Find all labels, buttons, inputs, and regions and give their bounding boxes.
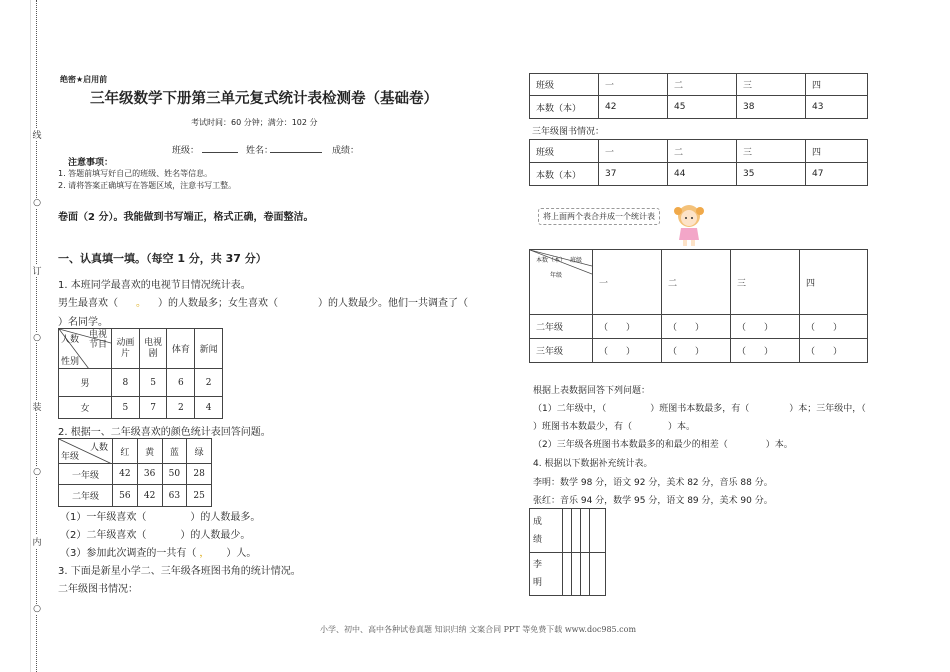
- table-row: 二年级 56 42 63 25: [59, 485, 212, 507]
- q1-text: 1. 本班同学最喜欢的电视节目情况统计表。: [58, 280, 251, 291]
- header-cell: 三: [731, 250, 800, 315]
- blank-cell[interactable]: [590, 553, 606, 596]
- binding-char: ○: [31, 467, 43, 477]
- binding-char: ○: [31, 604, 43, 614]
- table-corner-cell: [530, 250, 593, 315]
- corner-bot-label: 年级: [550, 272, 563, 279]
- exam-info: 考试时间：60 分钟；满分：102 分: [191, 118, 318, 127]
- speech-bubble: 将上面两个表合并成一个统计表: [538, 208, 660, 225]
- section-heading: 一、认真填一填。（每空 1 分，共 37 分）: [58, 252, 267, 265]
- q3-questions-intro: 根据上表数据回答下列问题：: [533, 386, 651, 396]
- blank-cell[interactable]: [572, 553, 581, 596]
- secret-label: 绝密★启用前: [60, 75, 108, 84]
- blank-cell[interactable]: [581, 509, 590, 553]
- table-row: [530, 509, 606, 553]
- corner-mid-label: 人数: [61, 335, 80, 345]
- header-cell: 班级: [530, 140, 599, 163]
- blank-cell[interactable]: （ ）: [731, 315, 800, 339]
- class-field[interactable]: [202, 152, 238, 153]
- score-row-label: 成绩: [533, 516, 543, 545]
- grade2-book-table: [529, 73, 868, 119]
- header-cell: 二: [668, 140, 737, 163]
- grade3-book-table: [529, 139, 868, 186]
- blank-cell[interactable]: （ ）: [593, 339, 662, 363]
- tv-program-table: [58, 328, 223, 419]
- q2-sub3: （3）参加此次调查的一共有（ ， ）人。: [60, 548, 257, 559]
- note-item: 1. 答题前填写好自己的班级、姓名等信息。: [58, 169, 213, 178]
- q2-sub2: （2）二年级喜欢（ ）的人数最少。: [60, 530, 251, 541]
- q1-blank-mark: 。: [136, 298, 146, 309]
- blank-cell[interactable]: （ ）: [662, 315, 731, 339]
- header-cell: 三: [737, 74, 806, 96]
- table-row: 男 8 5 6 2: [59, 369, 223, 397]
- girl-illustration: [672, 202, 706, 246]
- q3-sub1-line1: （1）二年级中，（ ）班图书本数最多，有（ ）本；三年级中，（: [533, 404, 866, 414]
- blank-cell[interactable]: [581, 553, 590, 596]
- blank-cell[interactable]: [572, 509, 581, 553]
- header-cell: 四: [800, 250, 868, 315]
- blank-cell[interactable]: （ ）: [800, 339, 868, 363]
- table-row: [530, 553, 606, 596]
- binding-char: ○: [31, 198, 43, 208]
- notes-heading: 注意事项：: [68, 158, 114, 168]
- blank-cell[interactable]: （ ）: [593, 315, 662, 339]
- table-row: 女 5 7 2 4: [59, 397, 223, 419]
- neatness-note: 卷面（2 分）。我能做到书写端正，格式正确，卷面整洁。: [58, 212, 314, 223]
- score-label: 成绩：: [332, 146, 360, 156]
- q1-line2: ）名同学。: [58, 317, 108, 328]
- q4-li-ming: 李明：数学 98 分，语文 92 分，美术 82 分，音乐 88 分。: [533, 478, 773, 488]
- note-item: 2. 请将答案正确填写在答题区域，注意书写工整。: [58, 181, 237, 190]
- q2-text: 2. 根据一、二年级喜欢的颜色统计表回答问题。: [58, 427, 271, 438]
- q3-sub1-line2: ）班图书本数最少，有（ ）本。: [533, 422, 696, 432]
- binding-char: 订: [31, 264, 43, 277]
- page-footer: 小学、初中、高中各种试卷真题 知识归纳 文案合同 PPT 等免费下载 www.doc985.com: [320, 625, 637, 634]
- header-cell: 一: [593, 250, 662, 315]
- table-row: 三年级 （ ） （ ） （ ） （ ）: [530, 339, 868, 363]
- score-table: [529, 508, 606, 596]
- header-cell: 二: [668, 74, 737, 96]
- table-row: 本数（本） 37 44 35 47: [530, 163, 868, 186]
- binding-char: 装: [31, 400, 43, 413]
- header-cell: 三: [737, 140, 806, 163]
- color-table: [58, 438, 212, 507]
- header-cell: 班级: [530, 74, 599, 96]
- header-cell: 绿: [187, 439, 212, 464]
- header-cell: 黄: [137, 439, 162, 464]
- header-cell: 一: [599, 140, 668, 163]
- q2-sub1: （1）一年级喜欢（ ）的人数最多。: [60, 512, 261, 523]
- header-cell: 电视剧: [144, 337, 163, 359]
- table-row: 二年级 （ ） （ ） （ ） （ ）: [530, 315, 868, 339]
- grade2-label: 二年级图书情况：: [58, 584, 138, 595]
- score-row-label: 李明: [533, 560, 543, 588]
- header-cell: 动画片: [116, 337, 135, 359]
- header-cell: 体育: [167, 329, 195, 369]
- table-corner-cell: [59, 439, 113, 464]
- header-cell: 二: [662, 250, 731, 315]
- header-cell: 四: [806, 74, 868, 96]
- header-cell: 四: [806, 140, 868, 163]
- corner-top-label: 电视节目: [88, 330, 107, 350]
- header-cell: 一: [599, 74, 668, 96]
- name-field[interactable]: [270, 152, 322, 153]
- corner-bot-label: 性别: [61, 357, 80, 367]
- blank-cell[interactable]: [590, 509, 606, 553]
- blank-cell[interactable]: [563, 553, 572, 596]
- binding-char: 线: [31, 128, 43, 141]
- q3-text: 3. 下面是新星小学二、三年级各班图书角的统计情况。: [58, 566, 301, 577]
- table-corner-cell: [59, 329, 112, 369]
- q3-sub2: （2）三年级各班图书本数最多的和最少的相差（ ）本。: [533, 440, 793, 450]
- blank-cell[interactable]: （ ）: [731, 339, 800, 363]
- grade3-label: 三年级图书情况：: [532, 127, 605, 137]
- corner-top-label: 人数: [89, 443, 108, 453]
- binding-char: 内: [31, 535, 43, 548]
- header-cell: 新闻: [195, 329, 223, 369]
- header-cell: 红: [113, 439, 138, 464]
- binding-char: ○: [31, 333, 43, 343]
- blank-cell[interactable]: （ ）: [662, 339, 731, 363]
- page-title: 三年级数学下册第三单元复式统计表检测卷（基础卷）: [90, 91, 438, 107]
- q1-line1: 男生最喜欢（ 。 ）的人数最多；女生喜欢（ ）的人数最少。他们一共调查了（: [58, 294, 468, 309]
- corner-right-label: 班级: [570, 257, 583, 264]
- blank-cell[interactable]: [563, 509, 572, 553]
- corner-top-label: 本数（本）: [536, 257, 567, 264]
- header-cell: 蓝: [162, 439, 187, 464]
- table-row: 本数（本） 42 45 38 43: [530, 96, 868, 119]
- class-label: 班级：: [172, 146, 200, 156]
- blank-cell[interactable]: （ ）: [800, 315, 868, 339]
- binding-margin: [0, 0, 31, 672]
- q4-zhang-hong: 张红：音乐 94 分，数学 95 分，语文 89 分，美术 90 分。: [533, 496, 773, 506]
- q4-text: 4. 根据以下数据补充统计表。: [533, 459, 653, 469]
- name-label: 姓名：: [246, 146, 274, 156]
- merge-table: [529, 249, 868, 363]
- corner-bot-label: 年级: [61, 452, 80, 462]
- table-row: 一年级 42 36 50 28: [59, 464, 212, 485]
